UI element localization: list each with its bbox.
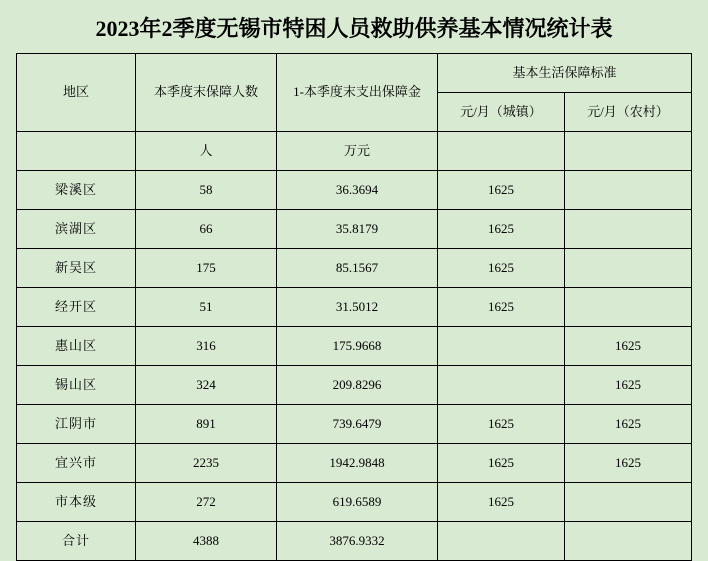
- table-row: [17, 288, 692, 327]
- cell-standard-rural: [565, 171, 692, 210]
- unit-cell-count: 人: [136, 132, 277, 171]
- unit-cell-region: [17, 132, 136, 171]
- unit-cell-standard-urban: [438, 132, 565, 171]
- table-row: [17, 483, 692, 522]
- cell-standard-urban: 1625: [438, 171, 565, 210]
- column-header-money: 1-本季度末支出保障金: [277, 54, 438, 132]
- cell-standard-rural: 1625: [565, 444, 692, 483]
- header-row-subunits: [17, 132, 692, 171]
- cell-standard-rural: 1625: [565, 405, 692, 444]
- cell-count: 66: [136, 210, 277, 249]
- cell-count: 58: [136, 171, 277, 210]
- cell-count: 175: [136, 249, 277, 288]
- statistics-table: [16, 53, 692, 561]
- cell-count: 2235: [136, 444, 277, 483]
- cell-region: 惠山区: [17, 327, 136, 366]
- cell-standard-urban: 1625: [438, 444, 565, 483]
- column-header-standard: 基本生活保障标准: [438, 54, 692, 93]
- cell-money: 1942.9848: [277, 444, 438, 483]
- column-header-standard-rural: 元/月（农村）: [565, 93, 692, 132]
- cell-total-standard-rural: [565, 522, 692, 561]
- cell-standard-rural: [565, 288, 692, 327]
- table-header: [17, 54, 692, 171]
- unit-cell-money: 万元: [277, 132, 438, 171]
- table-total-row: [17, 522, 692, 561]
- table-row: [17, 327, 692, 366]
- cell-standard-urban: 1625: [438, 483, 565, 522]
- cell-total-standard-urban: [438, 522, 565, 561]
- cell-total-count: 4388: [136, 522, 277, 561]
- cell-region: 新吴区: [17, 249, 136, 288]
- cell-money: 31.5012: [277, 288, 438, 327]
- cell-total-label: 合计: [17, 522, 136, 561]
- cell-region: 锡山区: [17, 366, 136, 405]
- cell-standard-rural: 1625: [565, 327, 692, 366]
- cell-count: 272: [136, 483, 277, 522]
- cell-region: 滨湖区: [17, 210, 136, 249]
- table-row: [17, 210, 692, 249]
- cell-region: 梁溪区: [17, 171, 136, 210]
- header-row-primary: [17, 54, 692, 93]
- table-row: [17, 249, 692, 288]
- table-body: [17, 171, 692, 561]
- cell-standard-urban: 1625: [438, 405, 565, 444]
- column-header-standard-urban: 元/月（城镇）: [438, 93, 565, 132]
- cell-count: 316: [136, 327, 277, 366]
- cell-standard-urban: 1625: [438, 288, 565, 327]
- cell-money: 85.1567: [277, 249, 438, 288]
- cell-count: 51: [136, 288, 277, 327]
- cell-standard-urban: 1625: [438, 249, 565, 288]
- table-row: [17, 405, 692, 444]
- cell-money: 209.8296: [277, 366, 438, 405]
- cell-standard-rural: [565, 249, 692, 288]
- cell-region: 江阴市: [17, 405, 136, 444]
- cell-count: 324: [136, 366, 277, 405]
- cell-total-money: 3876.9332: [277, 522, 438, 561]
- cell-count: 891: [136, 405, 277, 444]
- cell-standard-rural: [565, 483, 692, 522]
- cell-standard-urban: 1625: [438, 210, 565, 249]
- cell-money: 739.6479: [277, 405, 438, 444]
- cell-money: 35.8179: [277, 210, 438, 249]
- table-row: [17, 171, 692, 210]
- cell-region: 市本级: [17, 483, 136, 522]
- column-header-region: 地区: [17, 54, 136, 132]
- cell-region: 宜兴市: [17, 444, 136, 483]
- table-row: [17, 366, 692, 405]
- page-title: 2023年2季度无锡市特困人员救助供养基本情况统计表: [95, 16, 613, 41]
- table-row: [17, 444, 692, 483]
- cell-standard-rural: [565, 210, 692, 249]
- cell-standard-urban: [438, 366, 565, 405]
- cell-standard-rural: 1625: [565, 366, 692, 405]
- unit-cell-standard-rural: [565, 132, 692, 171]
- cell-money: 619.6589: [277, 483, 438, 522]
- cell-region: 经开区: [17, 288, 136, 327]
- cell-money: 36.3694: [277, 171, 438, 210]
- column-header-count: 本季度末保障人数: [136, 54, 277, 132]
- cell-standard-urban: [438, 327, 565, 366]
- cell-money: 175.9668: [277, 327, 438, 366]
